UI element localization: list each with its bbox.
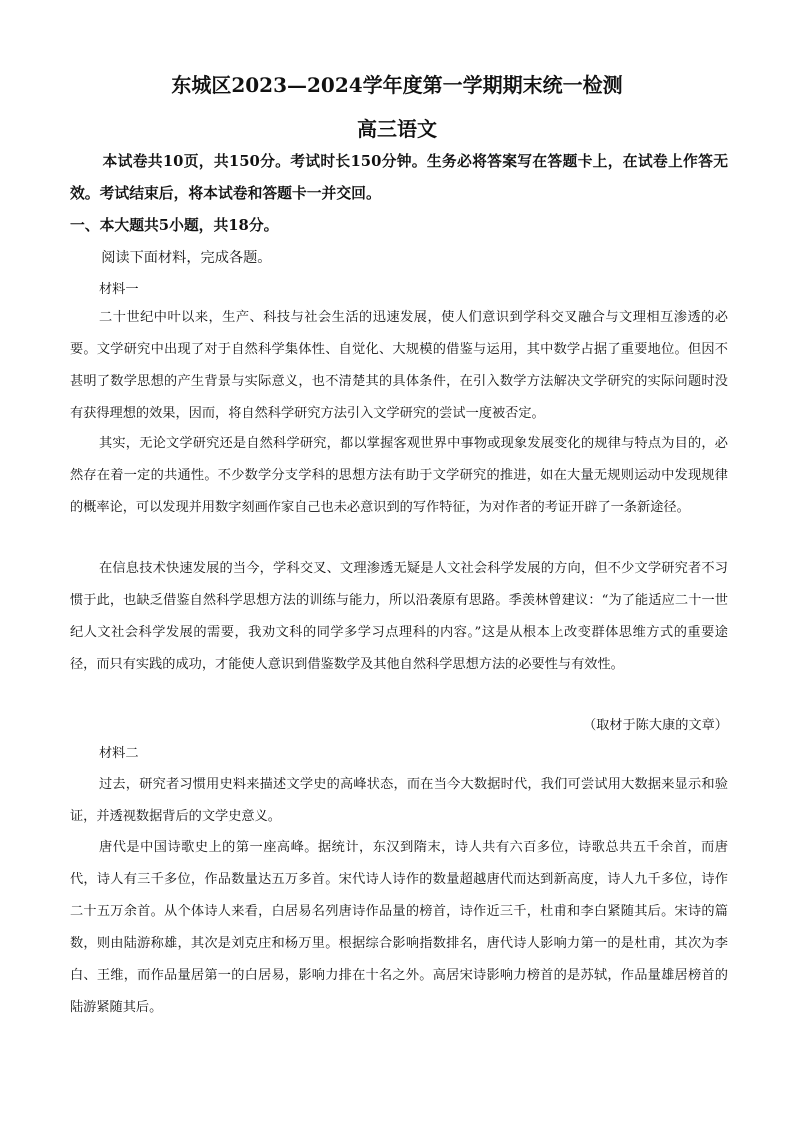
section-prompt: 阅读下面材料，完成各题。	[101, 250, 272, 266]
section-heading: 一、本大题共5小题，共18分。	[70, 217, 279, 234]
material-1-paragraph-1: 二十世纪中叶以来，生产、科技与社会生活的迅速发展，使人们意识到学科交叉融合与文理相互渗透的必要。文学研究中出现了对于自然科学集体性、自觉化、大规模的借鉴与运用，其中数学占据了重要地位。但因不甚明了数学思想的产生背景与实际意义，也不清楚其的具体条件，在引入数学方法解决文学研究的实际问题时没有获得理想的效果，因而，将自然科学研究方法引入文学研究的尝试一度被否定。	[70, 310, 728, 421]
material-1-paragraph-3: 在信息技术快速发展的当今，学科交叉、文理渗透无疑是人文社会科学发展的方向，但不少文学研究者不习惯于此，也缺乏借鉴自然科学思想方法的训练与能力，所以沿袭原有思路。季羡林曾建议：“为了能适应二十一世纪人文社会科学发展的需要，我劝文科的同学多学习点理科的内容。”这是从根本上改变群体思维方式的重要途径，而只有实践的成功，才能使人意识到借鉴数学及其他自然科学思想方法的必要性与有效性。	[70, 561, 728, 672]
exam-subtitle: 高三语文	[357, 117, 437, 141]
material-2-label: 材料二	[99, 746, 139, 761]
material-1-paragraph-2: 其实，无论文学研究还是自然科学研究，都以掌握客观世界中事物或现象发展变化的规律与特点为目的，必然存在着一定的共通性。不少数学分支学科的思想方法有助于文学研究的推进，如在大量无规则运动中发现规律的概率论，可以发现并用数字刻画作家自己也未必意识到的写作特征，为对作者的考证开辟了一条新途径。	[70, 436, 728, 515]
material-1-source: （取材于陈大康的文章）	[582, 718, 728, 733]
material-1-label: 材料一	[99, 282, 139, 297]
material-2-paragraph-1: 过去，研究者习惯用史料来描述文学史的高峰状态，而在当今大数据时代，我们可尝试用大数据来显示和验证，并透视数据背后的文学史意义。	[70, 777, 728, 824]
exam-title: 东城区2023—2024学年度第一学期期末统一检测	[171, 73, 623, 97]
material-2-paragraph-2: 唐代是中国诗歌史上的第一座高峰。据统计，东汉到隋末，诗人共有六百多位，诗歌总共五千余首，而唐代，诗人有三千多位，作品数量达五万多首。宋代诗人诗作的数量超越唐代而达到新高度，诗人九千多位，诗作二十五万余首。从个体诗人来看，白居易名列唐诗作品量的榜首，诗作近三千，杜甫和李白紧随其后。宋诗的篇数，则由陆游称雄，其次是刘克庄和杨万里。根据综合影响指数排名，唐代诗人影响力第一的是杜甫，其次为李白、王维，而作品量居第一的白居易，影响力排在十名之外。高居宋诗影响力榜首的是苏轼，作品量雄居榜首的陆游紧随其后。	[70, 840, 728, 1015]
exam-instructions: 本试卷共10页，共150分。考试时长150分钟。生务必将答案写在答题卡上，在试卷上作答无效。考试结束后，将本试卷和答题卡一并交回。	[70, 153, 728, 202]
